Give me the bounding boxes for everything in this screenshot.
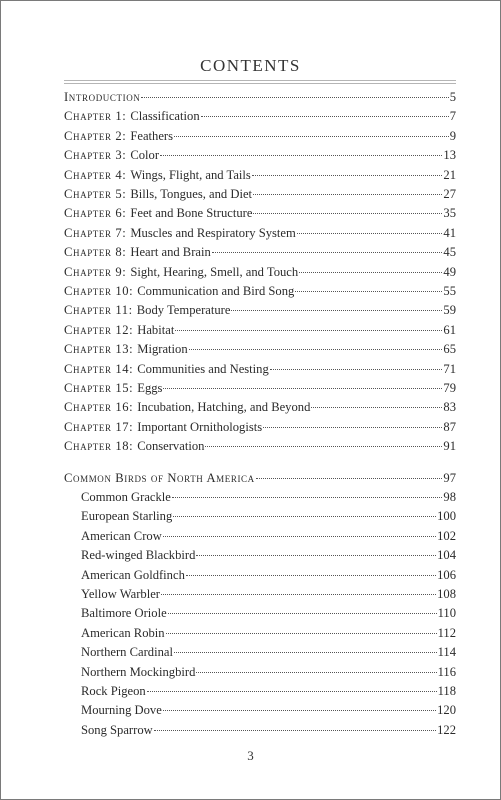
entry-title: Body Temperature [136,303,231,318]
dot-leader [163,388,442,389]
entry-title: Yellow Warbler [81,587,160,601]
toc-entry-chapter[interactable] [64,185,456,203]
entry-page-number: 79 [443,381,456,395]
chapter-number: Chapter 12: [64,322,134,337]
toc-entry-label [64,146,159,164]
dot-leader [253,194,442,195]
dot-leader [311,407,442,408]
entry-title: Introduction [64,90,141,104]
dot-leader [196,672,436,673]
entry-page-number: 114 [437,645,456,660]
entry-title: Color [130,148,160,163]
toc-entry-chapter[interactable] [64,146,456,164]
entry-title: Rock Pigeon [81,684,146,698]
dot-leader [154,730,436,731]
dot-leader [196,555,436,556]
dot-leader [160,155,442,156]
dot-leader [166,633,437,634]
toc-entry-chapter[interactable] [64,107,456,125]
toc-entry-chapter[interactable] [64,379,456,397]
toc-entry-label [81,488,171,506]
entry-page-number: 55 [443,284,456,298]
entry-page-number: 59 [443,303,456,318]
dot-leader [297,233,443,234]
toc-entry-bird[interactable] [81,701,456,719]
toc-entry-label [81,624,165,642]
entry-title: Communities and Nesting [137,361,269,376]
entry-title: American Goldfinch [81,567,185,582]
toc-entry-label [64,469,255,487]
toc-entry-label [81,527,162,545]
entry-page-number: 21 [443,167,456,182]
dot-leader [252,175,443,176]
entry-page-number: 100 [437,509,456,524]
dot-leader [172,497,443,498]
toc-entry-label [81,721,153,739]
entry-page-number: 35 [443,206,456,221]
toc-entry-label [64,107,200,125]
toc-entry-chapter[interactable] [64,418,456,436]
dot-leader [174,652,437,653]
entry-page-number: 98 [443,490,456,504]
toc-entry-label [64,437,204,455]
entry-title: Classification [130,109,200,124]
dot-leader [205,446,442,447]
dot-leader [174,136,449,137]
dot-leader [295,291,442,292]
entry-title: Bills, Tongues, and Diet [130,187,253,201]
entry-title: Feet and Bone Structure [130,206,253,221]
dot-leader [201,116,449,117]
entry-title: Sight, Hearing, Smell, and Touch [130,264,299,279]
entry-page-number: 97 [443,470,456,485]
chapter-number: Chapter 1: [64,109,127,124]
toc-entry-label [81,546,195,564]
toc-entry-chapter[interactable] [64,127,456,145]
entry-title: Feathers [130,128,174,143]
entry-page-number: 91 [443,439,456,454]
entry-title: Heart and Brain [130,245,211,260]
chapter-number: Chapter 6: [64,206,127,221]
entry-title: Wings, Flight, and Tails [130,167,251,182]
entry-title: Important Ornithologists [137,419,263,434]
toc-entry-chapter[interactable] [64,243,456,261]
entry-title: Northern Mockingbird [81,664,196,679]
toc-entry-chapter[interactable] [64,340,456,358]
toc-entry-bird[interactable] [81,507,456,525]
dot-leader [161,594,436,595]
entry-title: Muscles and Respiratory System [130,225,296,240]
entry-page-number: 71 [443,361,456,376]
toc-entry-label [81,701,162,719]
dot-leader [186,575,436,576]
dot-leader [270,369,443,370]
chapter-number: Chapter 7: [64,225,127,240]
entry-title: Common Birds of North America [64,470,255,485]
toc-entry-label [64,301,230,319]
chapter-number: Chapter 15: [64,381,134,395]
chapter-number: Chapter 5: [64,187,127,201]
chapter-number: Chapter 18: [64,439,134,454]
toc-entry-chapter[interactable] [64,204,456,222]
dot-leader [231,310,442,311]
toc-entry-chapter[interactable] [64,263,456,281]
entry-page-number: 116 [437,664,456,679]
entry-title: Eggs [137,381,163,395]
entry-page-number: 83 [443,400,456,415]
dot-leader [163,536,436,537]
toc-entry-bird[interactable] [81,527,456,545]
entry-page-number: 27 [443,187,456,201]
toc-entry-label [64,418,262,436]
entry-title: Common Grackle [81,490,171,504]
dot-leader [173,516,436,517]
chapter-number: Chapter 13: [64,342,134,357]
toc-entry-chapter[interactable] [64,360,456,378]
toc-entry-bird[interactable] [81,488,456,506]
entry-title: European Starling [81,509,173,524]
entry-page-number: 110 [437,606,456,621]
toc-entry-label [81,663,195,681]
toc-entry-bird[interactable] [81,624,456,642]
toc-entry-chapter[interactable] [64,321,456,339]
toc-entry-label [64,185,252,203]
dot-leader [175,330,442,331]
entry-title: Mourning Dove [81,703,162,718]
toc-entry-label [64,398,310,416]
entry-title: Migration [137,342,188,357]
toc-entry-chapter[interactable] [64,88,456,106]
dot-leader [163,710,436,711]
toc-entry-label [64,360,269,378]
entry-title: Conservation [137,439,205,454]
entry-page-number: 5 [449,90,456,104]
toc-entry-bird[interactable] [81,566,456,584]
entry-title: Song Sparrow [81,722,153,737]
toc-entry-label [81,604,167,622]
toc-entry-chapter[interactable] [64,224,456,242]
toc-entry-bird[interactable] [81,643,456,661]
dot-leader [147,691,437,692]
entry-title: Baltimore Oriole [81,606,167,621]
toc-entry-chapter[interactable] [64,301,456,319]
dot-leader [212,252,443,253]
toc-entry-label [64,204,252,222]
chapter-number: Chapter 9: [64,264,127,279]
entry-page-number: 118 [437,684,456,698]
entry-page-number: 41 [443,225,456,240]
entry-title: Habitat [137,322,175,337]
entry-page-number: 104 [437,548,456,563]
entry-title: Communication and Bird Song [137,284,295,298]
toc-entry-label [64,224,296,242]
dot-leader [263,427,442,428]
toc-entry-birds-section[interactable] [64,469,456,487]
entry-page-number: 13 [443,148,456,163]
toc-entry-label [64,379,162,397]
entry-page-number: 108 [437,587,456,601]
dot-leader [168,613,437,614]
toc-entry-label [81,507,172,525]
toc-entry-chapter[interactable] [64,398,456,416]
page-title: CONTENTS [200,56,301,75]
chapter-number: Chapter 17: [64,419,134,434]
toc-entry-label [64,282,294,300]
toc-entry-bird[interactable] [81,663,456,681]
dot-leader [189,349,443,350]
toc-entry-label [81,643,173,661]
toc-entry-label [64,166,251,184]
entry-page-number: 120 [437,703,456,718]
toc-entry-label [81,585,160,603]
chapter-number: Chapter 4: [64,167,127,182]
toc-entry-label [64,263,298,281]
dot-leader [299,272,442,273]
chapter-number: Chapter 11: [64,303,133,318]
toc-entry-bird[interactable] [81,546,456,564]
entry-title: Northern Cardinal [81,645,173,660]
toc-entry-label [64,243,211,261]
chapter-number: Chapter 8: [64,245,127,260]
toc-entry-label [81,566,185,584]
entry-page-number: 65 [443,342,456,357]
dot-leader [141,97,448,98]
entry-page-number: 49 [443,264,456,279]
chapter-number: Chapter 2: [64,128,127,143]
toc-entry-bird[interactable] [81,682,456,700]
toc-entry-bird[interactable] [81,721,456,739]
entry-title: American Robin [81,625,165,640]
chapter-number: Chapter 16: [64,400,134,415]
entry-page-number: 45 [443,245,456,260]
chapter-number: Chapter 3: [64,148,127,163]
toc-entry-chapter[interactable] [64,282,456,300]
toc-entry-label [64,321,174,339]
title-rule-bottom [64,83,456,84]
entry-page-number: 122 [437,722,456,737]
chapter-number: Chapter 14: [64,361,134,376]
entry-page-number: 61 [443,322,456,337]
entry-page-number: 87 [443,419,456,434]
entry-page-number: 106 [437,567,456,582]
toc-entry-label [64,340,188,358]
entry-title: American Crow [81,528,162,543]
entry-page-number: 9 [449,128,456,143]
toc-entry-bird[interactable] [81,585,456,603]
toc-entry-label [81,682,146,700]
chapter-number: Chapter 10: [64,284,134,298]
toc-entry-chapter[interactable] [64,166,456,184]
entry-title: Red-winged Blackbird [81,548,196,563]
dot-leader [256,478,443,479]
entry-page-number: 7 [449,109,456,124]
toc-entry-chapter[interactable] [64,437,456,455]
entry-page-number: 112 [437,625,456,640]
entry-page-number: 102 [437,528,456,543]
toc-entry-label [64,88,140,106]
toc-entry-bird[interactable] [81,604,456,622]
page-number: 3 [247,748,254,763]
dot-leader [253,213,442,214]
entry-title: Incubation, Hatching, and Beyond [137,400,311,415]
toc-entry-label [64,127,173,145]
title-rule-top [64,80,456,81]
